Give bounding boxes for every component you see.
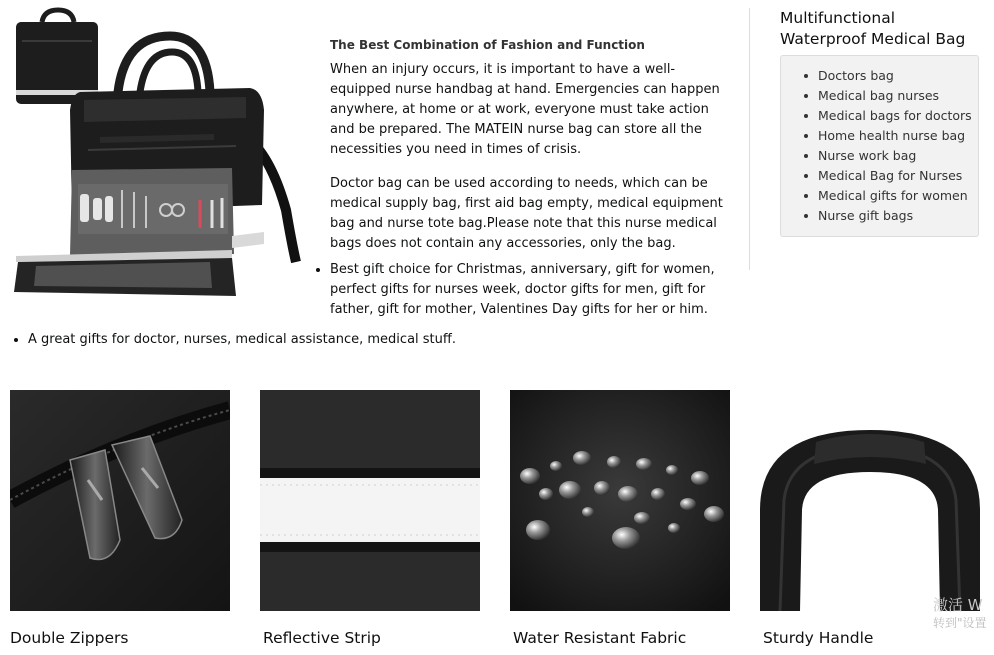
- nurse-bag-illustration: [0, 0, 320, 300]
- description-paragraph-2: Doctor bag can be used according to needs, which can be medical supply bag, first aid bag empty, medical equipment bag and nurse tote bag.Please note that this nurse medical bags does not contain any accessories, only the bag.: [330, 176, 723, 251]
- keyword-item: Home health nurse bag: [818, 126, 972, 146]
- keyword-item: Nurse gift bags: [818, 206, 972, 226]
- feature-tile-double-zippers: [10, 390, 230, 611]
- column-divider: [749, 8, 750, 270]
- feature-caption: Sturdy Handle: [763, 629, 874, 647]
- zipper-closeup-photo: [10, 390, 230, 611]
- description-heading: The Best Combination of Fashion and Function: [330, 38, 645, 52]
- watermark-line-2: 转到"设置: [933, 616, 987, 630]
- product-description: [330, 36, 730, 320]
- handle-closeup-photo: [760, 390, 980, 611]
- feature-caption: Double Zippers: [10, 629, 129, 647]
- gift-bullet-item: Best gift choice for Christmas, anniversary, gift for women, perfect gifts for nurses week, doctor gifts for men, gift for father, gift for mother, Valentines Day gifts for her or him.: [330, 260, 730, 320]
- keyword-box: [780, 55, 979, 237]
- feature-tile-sturdy-handle: [760, 390, 980, 611]
- thumbnail-bag: [16, 10, 98, 104]
- keyword-item: Medical bags for doctors: [818, 106, 972, 126]
- keywords-sidebar: [780, 8, 980, 237]
- product-hero-image: [0, 0, 320, 300]
- description-paragraph-1: When an injury occurs, it is important to have a well-equipped nurse handbag at hand. Emergencies can happen anywhere, at home or at work, everyone must take action and be prepared. The MATEIN nurse bag can store all the necessities you need in times of crisis.: [330, 62, 720, 157]
- watermark-line-1: 激活 W: [933, 596, 983, 614]
- gift-bullet-item-outer: A great gifts for doctor, nurses, medical assistance, medical stuff.: [28, 330, 456, 350]
- keyword-item: Nurse work bag: [818, 146, 972, 166]
- gift-bullet-list: [330, 260, 730, 320]
- reflective-strip-photo: [260, 390, 480, 611]
- keyword-item: Doctors bag: [818, 66, 972, 86]
- sidebar-title: [780, 8, 980, 50]
- sidebar-title-line-2: Waterproof Medical Bag: [780, 30, 966, 48]
- os-activation-watermark: [933, 596, 994, 632]
- feature-caption: Water Resistant Fabric: [513, 629, 687, 647]
- feature-tile-water-resistant: [510, 390, 730, 611]
- keyword-item: Medical Bag for Nurses: [818, 166, 972, 186]
- feature-caption: Reflective Strip: [263, 629, 381, 647]
- water-droplets-photo: [510, 390, 730, 611]
- keyword-item: Medical gifts for women: [818, 186, 972, 206]
- feature-tile-reflective-strip: [260, 390, 480, 611]
- sidebar-title-line-1: Multifunctional: [780, 9, 896, 27]
- keyword-item: Medical bag nurses: [818, 86, 972, 106]
